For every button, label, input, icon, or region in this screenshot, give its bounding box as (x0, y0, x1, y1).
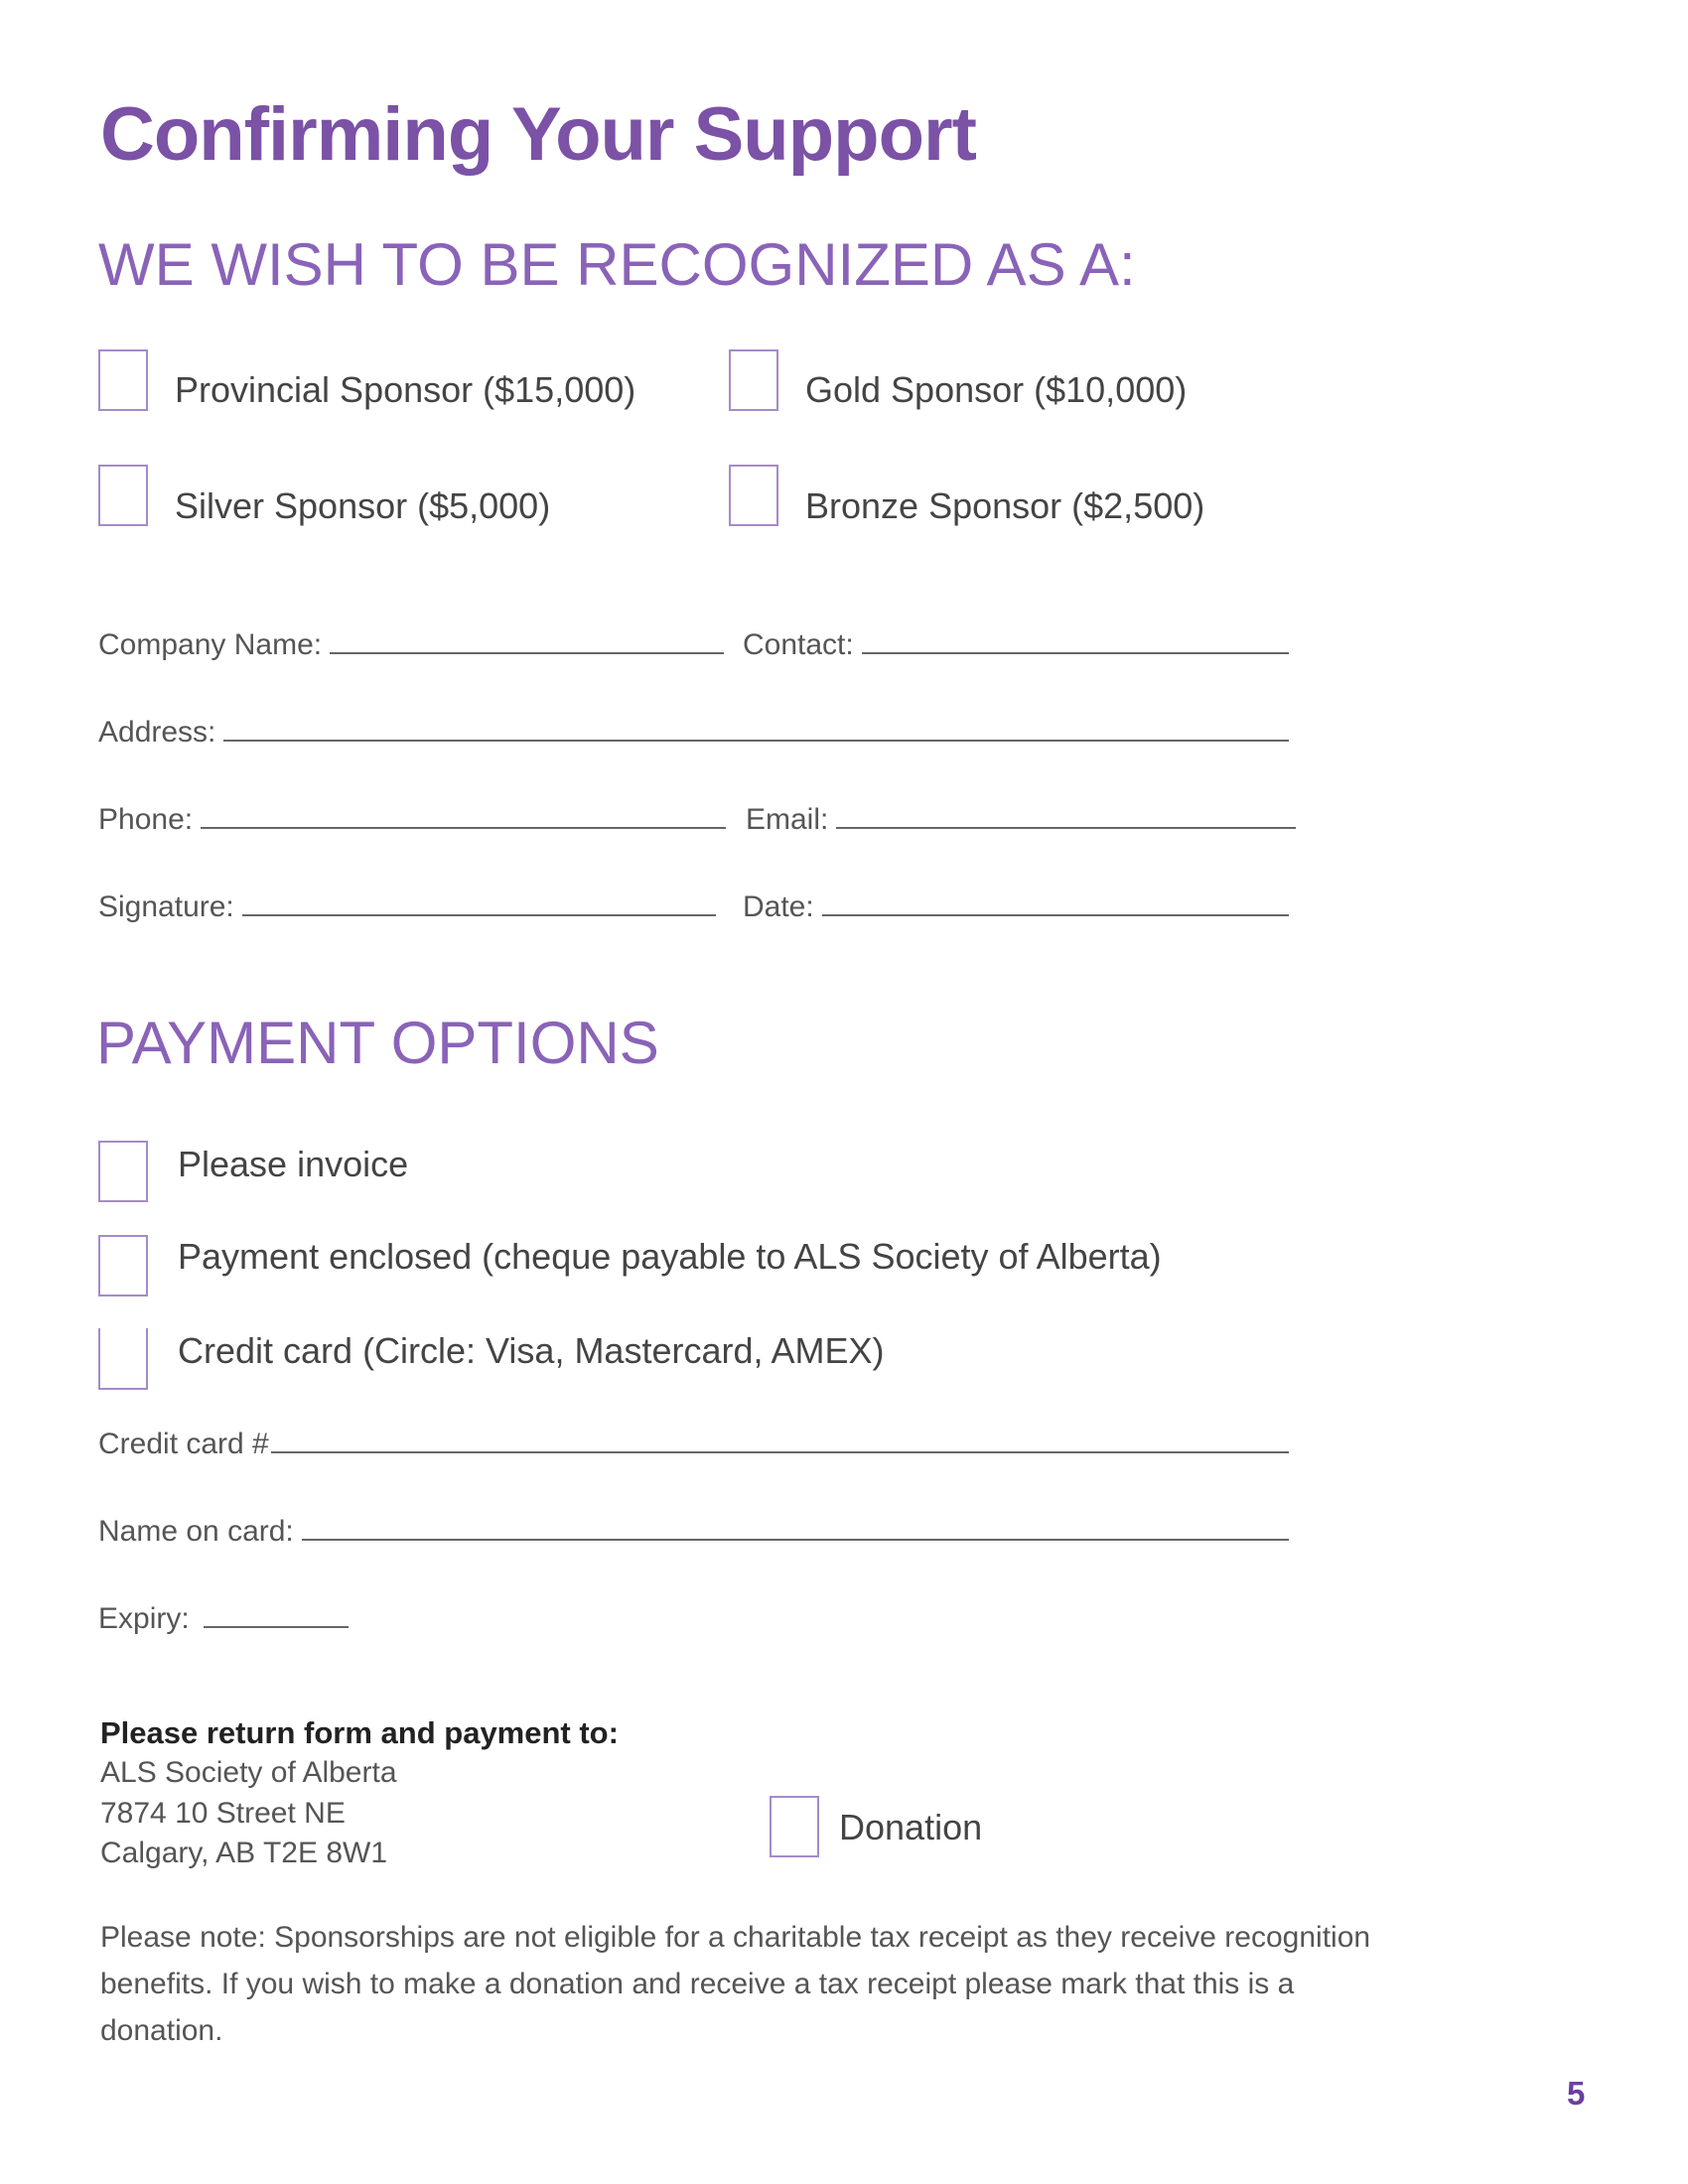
credit-card-label: Credit card (Circle: Visa, Mastercard, AMEX) (178, 1330, 885, 1371)
provincial-sponsor-label: Provincial Sponsor ($15,000) (175, 369, 636, 410)
email-input-line[interactable] (836, 805, 1296, 829)
payment-enclosed-checkbox[interactable] (98, 1235, 148, 1297)
address-input-line[interactable] (223, 718, 1289, 742)
expiry-input-line[interactable] (204, 1604, 349, 1628)
invoice-checkbox[interactable] (98, 1141, 148, 1202)
name-on-card-label: Name on card: (98, 1515, 294, 1548)
recognition-heading: WE WISH TO BE RECOGNIZED AS A: (98, 231, 1136, 298)
return-address-line: 7874 10 Street NE (100, 1797, 346, 1830)
donation-label: Donation (839, 1807, 983, 1847)
phone-field[interactable] (98, 803, 726, 837)
credit-card-number-input-line[interactable] (271, 1430, 1289, 1453)
address-field[interactable] (98, 716, 1289, 750)
invoice-label: Please invoice (178, 1144, 409, 1184)
payment-heading: PAYMENT OPTIONS (96, 1010, 659, 1076)
bronze-sponsor-label: Bronze Sponsor ($2,500) (805, 485, 1205, 526)
name-on-card-input-line[interactable] (302, 1517, 1289, 1541)
email-label: Email: (746, 803, 829, 836)
return-address-line: ALS Society of Alberta (100, 1756, 397, 1789)
contact-label: Contact: (743, 628, 854, 661)
credit-card-number-field[interactable] (98, 1428, 1289, 1461)
return-heading: Please return form and payment to: (100, 1715, 619, 1750)
silver-sponsor-label: Silver Sponsor ($5,000) (175, 485, 551, 526)
provincial-sponsor-checkbox[interactable] (98, 349, 148, 411)
contact-field[interactable] (743, 628, 1289, 662)
expiry-field[interactable] (98, 1602, 349, 1636)
date-field[interactable] (743, 890, 1289, 924)
date-label: Date: (743, 890, 814, 923)
company-name-input-line[interactable] (330, 630, 724, 654)
gold-sponsor-label: Gold Sponsor ($10,000) (805, 369, 1188, 410)
date-input-line[interactable] (822, 892, 1289, 916)
signature-input-line[interactable] (242, 892, 716, 916)
bronze-sponsor-checkbox[interactable] (729, 465, 778, 526)
contact-input-line[interactable] (862, 630, 1289, 654)
phone-input-line[interactable] (201, 805, 726, 829)
credit-card-number-label: Credit card # (98, 1428, 269, 1460)
company-name-field[interactable] (98, 628, 724, 662)
donation-checkbox[interactable] (770, 1796, 819, 1857)
page-number: 5 (1567, 2075, 1586, 2112)
gold-sponsor-checkbox[interactable] (729, 349, 778, 411)
silver-sponsor-checkbox[interactable] (98, 465, 148, 526)
signature-label: Signature: (98, 890, 234, 923)
expiry-label: Expiry: (98, 1602, 190, 1635)
phone-label: Phone: (98, 803, 194, 836)
name-on-card-field[interactable] (98, 1515, 1289, 1549)
address-label: Address: (98, 716, 216, 749)
return-address-line: Calgary, AB T2E 8W1 (100, 1837, 388, 1869)
tax-receipt-note: Please note: Sponsorships are not eligible for a charitable tax receipt as they receive recognition benefits. If you wish to make a donation and receive a tax receipt please mark that this is a donation. (100, 1921, 1371, 2047)
page-title: Confirming Your Support (100, 92, 976, 177)
email-field[interactable] (746, 803, 1296, 837)
credit-card-checkbox[interactable] (98, 1328, 148, 1390)
signature-field[interactable] (98, 890, 716, 924)
payment-enclosed-label: Payment enclosed (cheque payable to ALS Society of Alberta) (178, 1236, 1162, 1277)
company-name-label: Company Name: (98, 628, 323, 661)
